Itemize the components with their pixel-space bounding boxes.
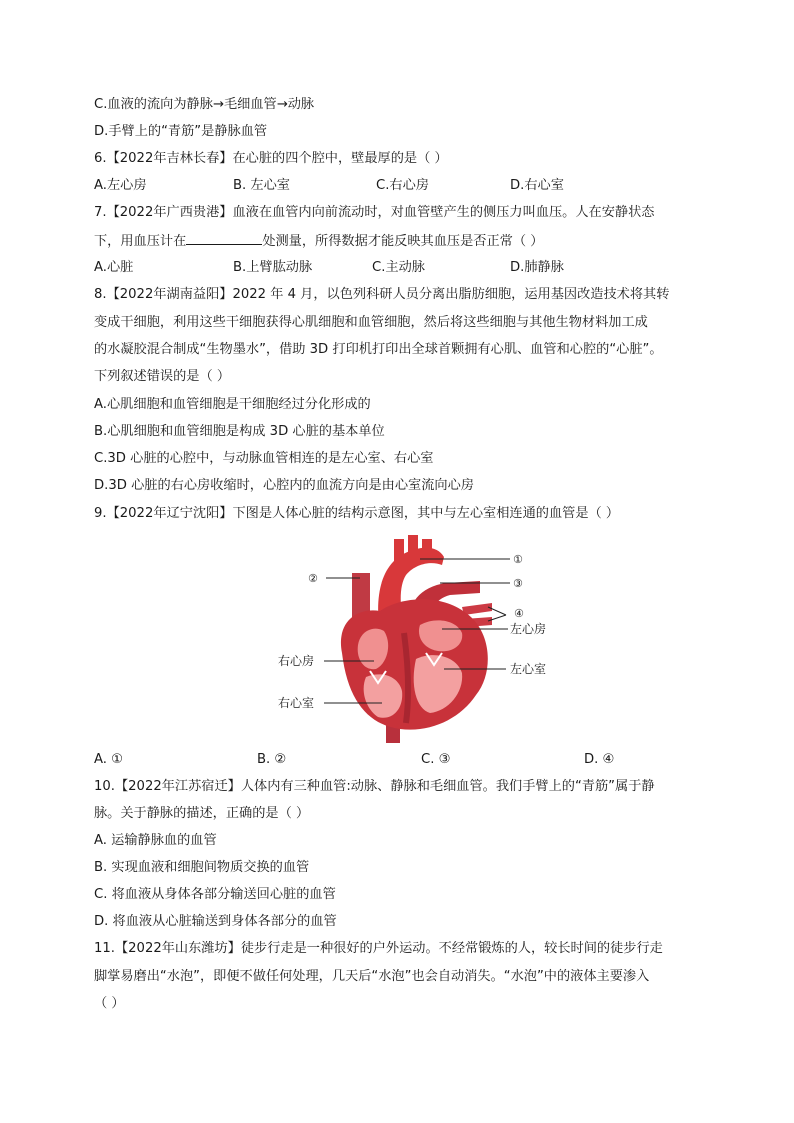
q10-option-d: D. 将血液从心脏输送到身体各部分的血管 bbox=[94, 914, 337, 929]
question-6: 6.【2022年吉林长春】在心脏的四个腔中，壁最厚的是（ ） bbox=[94, 151, 448, 166]
question-8-line-2: 变成干细胞，利用这些干细胞获得心肌细胞和血管细胞，然后将这些细胞与其他生物材料加工成 bbox=[94, 315, 648, 330]
aorta-branch-1 bbox=[394, 539, 404, 565]
label-1: ① bbox=[513, 553, 523, 566]
question-10-line-2: 脉。关于静脉的描述，正确的是（ ） bbox=[94, 806, 310, 821]
q7-text-before-blank: 下，用血压计在 bbox=[94, 234, 187, 249]
question-7-line-1: 7.【2022年广西贵港】血液在血管内向前流动时，对血管壁产生的侧压力叫血压。人在安静状态 bbox=[94, 205, 655, 220]
q10-option-a: A. 运输静脉血的血管 bbox=[94, 833, 217, 848]
question-11-line-3: （ ） bbox=[94, 996, 125, 1011]
heart-diagram bbox=[270, 533, 560, 745]
question-9: 9.【2022年辽宁沈阳】下图是人体心脏的结构示意图，其中与左心室相连通的血管是（ ） bbox=[94, 506, 620, 521]
q7-option-c: C.主动脉 bbox=[372, 260, 425, 275]
question-11-line-1: 11.【2022年山东潍坊】徒步行走是一种很好的户外运动。不经常锻炼的人，较长时间的徒步行走 bbox=[94, 941, 663, 956]
question-11-line-2: 脚掌易磨出“水泡”，即便不做任何处理，几天后“水泡”也会自动消失。“水泡”中的液体主要渗入 bbox=[94, 969, 650, 984]
q8-option-b: B.心肌细胞和血管细胞是构成 3D 心脏的基本单位 bbox=[94, 424, 385, 439]
aorta-branch-2 bbox=[408, 535, 418, 557]
q5-option-c: C.血液的流向为静脉→毛细血管→动脉 bbox=[94, 97, 315, 112]
question-10-line-1: 10.【2022年江苏宿迁】人体内有三种血管:动脉、静脉和毛细血管。我们手臂上的“青筋”属于静 bbox=[94, 779, 655, 794]
q6-option-c: C.右心房 bbox=[376, 178, 429, 193]
q6-option-b: B. 左心室 bbox=[233, 178, 290, 193]
q7-option-d: D.肺静脉 bbox=[510, 260, 564, 275]
q7-text-after-blank: 处测量，所得数据才能反映其血压是否正常（ ） bbox=[262, 234, 544, 249]
label-left-ventricle: 左心室 bbox=[510, 662, 547, 676]
q9-option-c: C. ③ bbox=[421, 752, 451, 767]
q6-option-d: D.右心室 bbox=[510, 178, 564, 193]
q7-option-a: A.心脏 bbox=[94, 260, 134, 275]
q8-option-a: A.心肌细胞和血管细胞是干细胞经过分化形成的 bbox=[94, 397, 371, 412]
q8-option-d: D.3D 心脏的右心房收缩时，心腔内的血流方向是由心室流向心房 bbox=[94, 478, 474, 493]
q9-option-a: A. ① bbox=[94, 752, 123, 767]
label-left-atrium: 左心房 bbox=[510, 622, 547, 636]
q6-option-a: A.左心房 bbox=[94, 178, 147, 193]
q9-option-b: B. ② bbox=[257, 752, 287, 767]
label-3: ③ bbox=[513, 577, 523, 590]
q10-option-b: B. 实现血液和细胞间物质交换的血管 bbox=[94, 860, 310, 875]
q8-option-c: C.3D 心脏的心腔中，与动脉血管相连的是左心室、右心室 bbox=[94, 451, 434, 466]
answer-blank bbox=[186, 231, 262, 245]
question-8-line-4: 下列叙述错误的是（ ） bbox=[94, 369, 231, 384]
label-2: ② bbox=[308, 572, 318, 585]
q9-option-d: D. ④ bbox=[584, 752, 615, 767]
aorta-branch-3 bbox=[422, 539, 432, 559]
q7-option-b: B.上臂肱动脉 bbox=[233, 260, 313, 275]
question-7-line-2 bbox=[94, 231, 543, 251]
q10-option-c: C. 将血液从身体各部分输送回心脏的血管 bbox=[94, 887, 336, 902]
question-8-line-3: 的水凝胶混合制成“生物墨水”，借助 3D 打印机打印出全球首颗拥有心肌、血管和心腔的“心脏”。 bbox=[94, 342, 663, 357]
label-right-atrium: 右心房 bbox=[278, 654, 315, 668]
question-8-line-1: 8.【2022年湖南益阳】2022 年 4 月，以色列科研人员分离出脂肪细胞，运用基因改造技术将其转 bbox=[94, 287, 670, 302]
q5-option-d: D.手臂上的“青筋”是静脉血管 bbox=[94, 124, 268, 139]
label-4: ④ bbox=[514, 607, 524, 620]
label-right-ventricle: 右心室 bbox=[278, 696, 315, 710]
pulmonary-vein-top bbox=[462, 603, 492, 615]
